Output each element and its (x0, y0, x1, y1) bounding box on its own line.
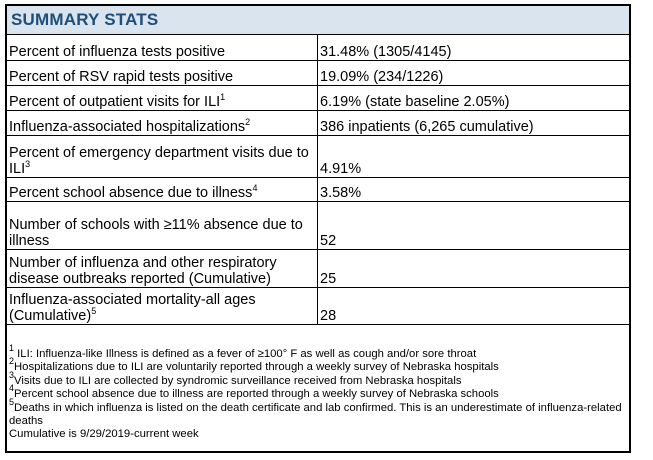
table-row (7, 177, 629, 201)
row-value: 386 inpatients (6,265 cumulative) (318, 110, 630, 135)
footnote-ref: 4 (252, 182, 258, 193)
row-label: Number of influenza and other respiratory disease outbreaks reported (Cumulative) (7, 249, 318, 287)
table-row (7, 135, 629, 177)
footnotes (9, 343, 627, 442)
footnote-item: $^2$Hospitalizations due to ILI are voluntarily reported through a weekly survey of Nebraska hospitals (9, 356, 499, 374)
row-label: Percent of RSV rapid tests positive (7, 60, 318, 85)
table-row (7, 201, 629, 249)
row-value: 6.19% (state baseline 2.05%) (318, 85, 630, 110)
panel-title: SUMMARY STATS (11, 10, 159, 29)
footnote-ref: 3 (25, 158, 31, 169)
row-label: Percent of influenza tests positive (7, 35, 318, 60)
row-value: 19.09% (234/1226) (318, 60, 630, 85)
footnote-item: $^4$Percent school absence due to illness are reported through a weekly survey of Nebraska schools (9, 383, 499, 401)
row-value: 31.48% (1305/4145) (318, 35, 630, 60)
footnote-item: $^3$Visits due to ILI are collected by syndromic surveillance received from Nebraska hospitals (9, 369, 462, 387)
row-value: 52 (318, 201, 630, 249)
footnote-ref: 2 (245, 116, 251, 127)
footnote-item: $^5$Deaths in which influenza is listed on the death certificate and lab confirmed. This is an underestimate of influenza-related deaths (9, 396, 622, 428)
table-row (7, 85, 629, 110)
footnote-ref: 1 (220, 91, 226, 102)
row-label: Percent of outpatient visits for ILI$^1$ (7, 85, 318, 110)
table-row (7, 249, 629, 287)
row-value: 28 (318, 287, 630, 324)
row-value: 25 (318, 249, 630, 287)
table-row (7, 110, 629, 135)
footnote-item: $^1$ ILI: Influenza-like Illness is defined as a fever of ≥100° F as well as cough and/or sore throat (9, 343, 477, 360)
footnote-ref: 5 (91, 305, 97, 316)
table-row (7, 287, 629, 324)
row-label: Percent of emergency department visits due to ILI$^3$ (7, 135, 318, 177)
row-value: 4.91% (318, 135, 630, 177)
row-label: Percent school absence due to illness$^4$ (7, 177, 318, 201)
table-row (7, 35, 629, 60)
cumulative-note: Cumulative is 9/29/2019-current week (9, 428, 199, 441)
row-label: Number of schools with ≥11% absence due to illness (7, 201, 318, 249)
row-label: Influenza-associated hospitalizations$^2$ (7, 110, 318, 135)
summary-stats-panel (5, 4, 631, 453)
table-row (7, 60, 629, 85)
title-bar (7, 6, 629, 35)
row-label: Influenza-associated mortality-all ages (Cumulative)$^5$ (7, 287, 318, 324)
stats-table (7, 35, 629, 325)
row-value: 3.58% (318, 177, 630, 201)
